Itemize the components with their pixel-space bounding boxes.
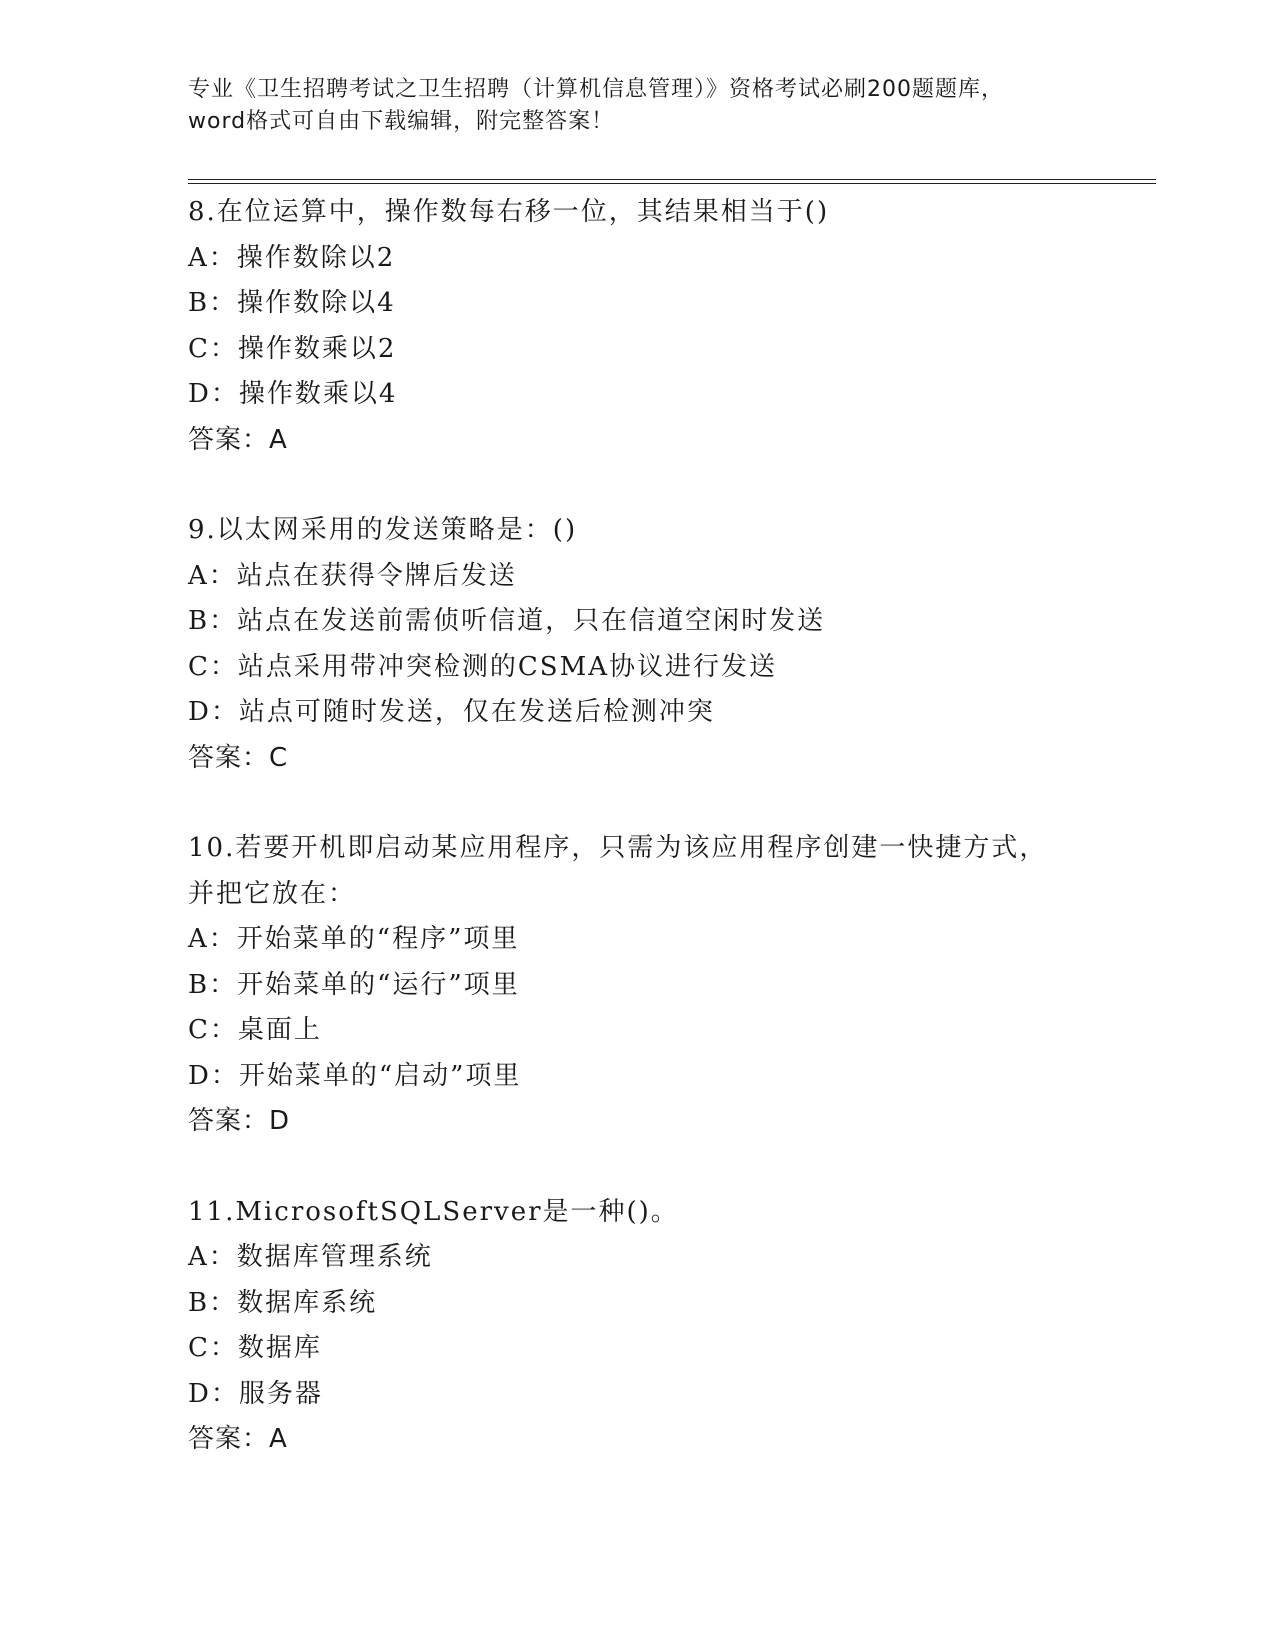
question-text: 8.在位运算中，操作数每右移一位，其结果相当于() [188, 197, 830, 227]
option-b: B：数据库系统 [188, 1287, 378, 1318]
option-d: D：服务器 [188, 1378, 323, 1409]
question-8 [188, 190, 1148, 463]
option-b: B：站点在发送前需侦听信道，只在信道空闲时发送 [188, 606, 826, 636]
answer-line: 答案：C [188, 742, 289, 773]
question-9 [188, 508, 1148, 781]
option-c: C：数据库 [188, 1333, 322, 1363]
header-divider-top [188, 179, 1156, 180]
question-11 [188, 1190, 1148, 1463]
answer-line: 答案：A [188, 1424, 288, 1454]
option-a: A：站点在获得令牌后发送 [188, 560, 517, 591]
option-c: C：站点采用带冲突检测的CSMA协议进行发送 [188, 651, 777, 682]
option-d: D：站点可随时发送，仅在发送后检测冲突 [188, 697, 715, 727]
header-divider-bottom [188, 183, 1156, 184]
question-text: 11.MicrosoftSQLServer是一种()。 [188, 1196, 679, 1227]
question-text-continued: 并把它放在： [188, 878, 357, 909]
question-list [188, 190, 1148, 1508]
option-a: A：开始菜单的“程序”项里 [188, 924, 520, 954]
header-line-1: 专业《卫生招聘考试之卫生招聘（计算机信息管理）》资格考试必刷200题题库， [188, 77, 1004, 102]
answer-line: 答案：A [188, 424, 288, 455]
option-c: C：操作数乘以2 [188, 333, 397, 364]
option-c: C：桌面上 [188, 1015, 322, 1045]
document-header [188, 74, 1108, 138]
header-line-2: word格式可自由下载编辑，附完整答案！ [188, 109, 615, 134]
option-a: A：数据库管理系统 [188, 1242, 433, 1272]
option-a: A：操作数除以2 [188, 242, 396, 273]
option-d: D：开始菜单的“启动”项里 [188, 1060, 522, 1091]
answer-line: 答案：D [188, 1106, 291, 1136]
question-text: 9.以太网采用的发送策略是：() [188, 515, 578, 545]
option-b: B：操作数除以4 [188, 288, 396, 318]
question-10 [188, 826, 1148, 1145]
option-d: D：操作数乘以4 [188, 379, 398, 409]
option-b: B：开始菜单的“运行”项里 [188, 969, 520, 1000]
question-text: 10.若要开机即启动某应用程序，只需为该应用程序创建一快捷方式， [188, 833, 1048, 863]
